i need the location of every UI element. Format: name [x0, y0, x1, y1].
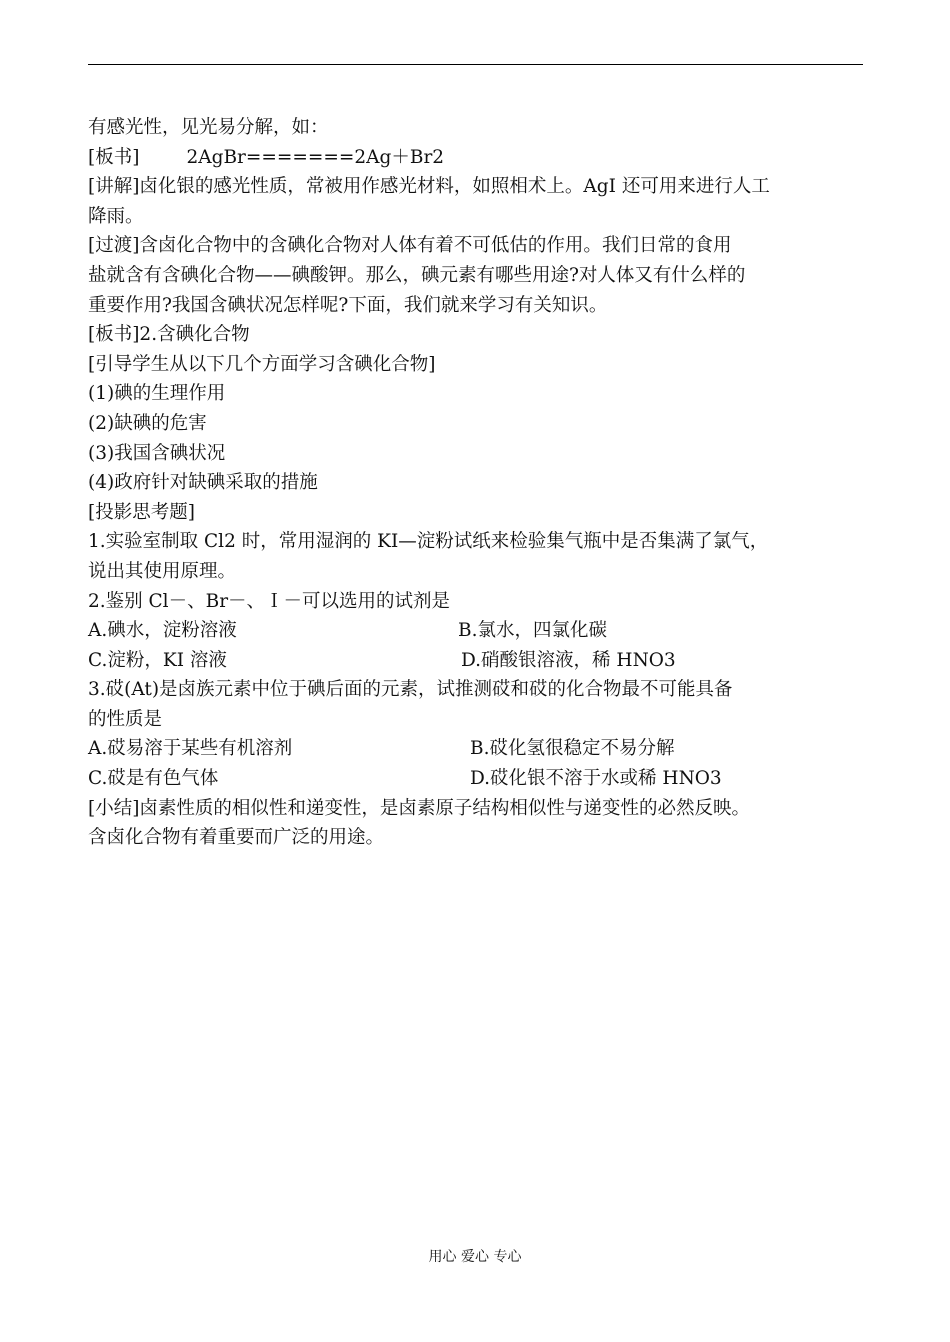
text-line: 3.砹(At)是卤族元素中位于碘后面的元素，试推测砹和砹的化合物最不可能具备 — [88, 679, 733, 701]
text-line: 的性质是 — [88, 708, 163, 730]
text-line: [引导学生从以下几个方面学习含碘化合物] — [88, 353, 436, 375]
text-line: (1)碘的生理作用 — [88, 383, 226, 405]
text-line: (2)缺碘的危害 — [88, 412, 207, 434]
document-body — [88, 113, 868, 853]
text-line: [板书] 2AgBr=======2Ag＋Br2 — [88, 146, 445, 168]
q2-option-a: A.碘水，淀粉溶液 — [88, 620, 237, 642]
text-line: [讲解]卤化银的感光性质，常被用作感光材料，如照相术上。AgI 还可用来进行人工 — [88, 176, 770, 198]
q3-option-c: C.砹是有色气体 — [88, 768, 219, 790]
text-line: 重要作用?我国含碘状况怎样呢?下面，我们就来学习有关知识。 — [88, 294, 608, 316]
q2-options-row-1 — [88, 616, 868, 646]
text-line: [过渡]含卤化合物中的含碘化合物对人体有着不可低估的作用。我们日常的食用 — [88, 235, 732, 257]
q2-option-d: D.硝酸银溶液，稀 HNO3 — [461, 649, 676, 671]
q3-options-row-1 — [88, 734, 868, 764]
text-line: 2.鉴别 Cl－、Br－、Ｉ－可以选用的试剂是 — [88, 590, 451, 612]
q2-option-b: B.氯水，四氯化碳 — [458, 620, 607, 642]
q3-option-b: B.砹化氢很稳定不易分解 — [470, 738, 675, 760]
text-line: [小结]卤素性质的相似性和递变性，是卤素原子结构相似性与递变性的必然反映。 — [88, 797, 750, 819]
text-line: [板书]2.含碘化合物 — [88, 324, 250, 346]
text-line: (3)我国含碘状况 — [88, 442, 226, 464]
q3-options-row-2 — [88, 764, 868, 794]
text-line: 说出其使用原理。 — [88, 560, 237, 582]
text-line: 1.实验室制取 Cl2 时，常用湿润的 KI—淀粉试纸来检验集气瓶中是否集满了氯气， — [88, 531, 769, 553]
text-line: 含卤化合物有着重要而广泛的用途。 — [88, 827, 385, 849]
text-line: 降雨。 — [88, 205, 144, 227]
text-line: 盐就含有含碘化合物——碘酸钾。那么，碘元素有哪些用途?对人体又有什么样的 — [88, 264, 746, 286]
q2-option-c: C.淀粉，KI 溶液 — [88, 649, 227, 671]
text-line: (4)政府针对缺碘采取的措施 — [88, 472, 318, 494]
q3-option-a: A.砹易溶于某些有机溶剂 — [88, 738, 293, 760]
q3-option-d: D.砹化银不溶于水或稀 HNO3 — [470, 768, 722, 790]
page-footer: 用心 爱心 专心 — [428, 1249, 522, 1265]
text-line: [投影思考题] — [88, 501, 195, 523]
header-rule — [88, 64, 863, 65]
q2-options-row-2 — [88, 646, 868, 676]
text-line: 有感光性，见光易分解，如： — [88, 117, 329, 138]
